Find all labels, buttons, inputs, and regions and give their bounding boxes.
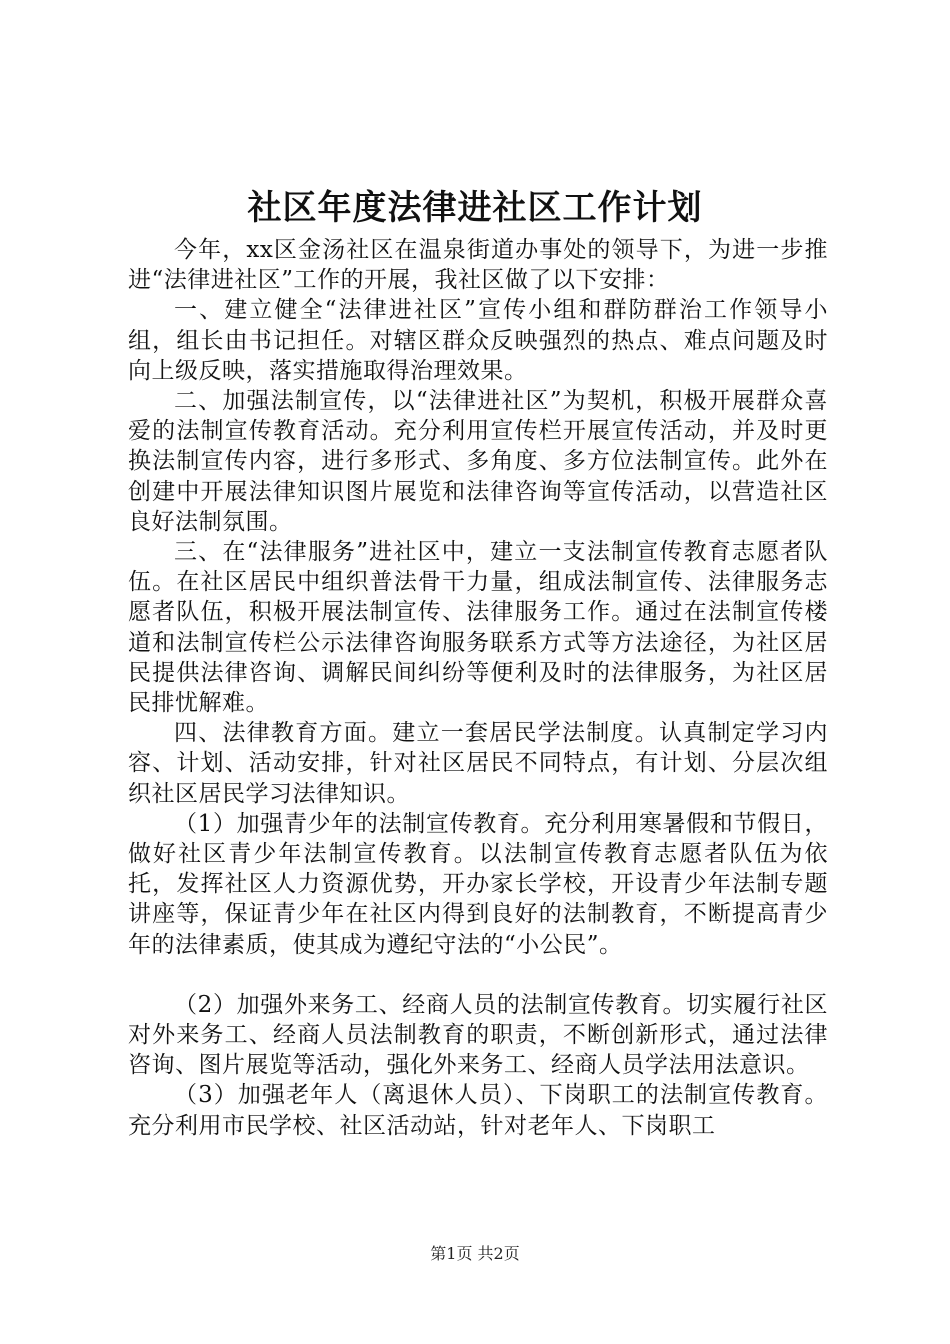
- document-body: [128, 235, 828, 1141]
- paragraph-section-4: 四、法律教育方面。建立一套居民学法制度。认真制定学习内容、计划、活动安排，针对社区居民不同特点，有计划、分层次组织社区居民学习法律知识。: [128, 720, 828, 807]
- document-title: 社区年度法律进社区工作计划: [247, 188, 703, 228]
- paragraph-section-3: 三、在“法律服务”进社区中，建立一支法制宣传教育志愿者队伍。在社区居民中组织普法骨干力量，组成法制宣传、法律服务志愿者队伍，积极开展法制宣传、法律服务工作。通过在法制宣传楼道和法制宣传栏公示法律咨询服务联系方式等方法途径，为社区居民提供法律咨询、调解民间纠纷等便利及时的法律服务，为社区居民排忧解难。: [128, 539, 828, 717]
- paragraph-intro: 今年，xx区金汤社区在温泉街道办事处的领导下，为进一步推进“法律进社区”工作的开展，我社区做了以下安排：: [128, 237, 828, 294]
- paragraph-item-2: （2）加强外来务工、经商人员的法制宣传教育。切实履行社区对外来务工、经商人员法制教育的职责，不断创新形式，通过法律咨询、图片展览等活动，强化外来务工、经商人员学法用法意识。: [128, 991, 828, 1079]
- paragraph-section-1: 一、建立健全“法律进社区”宣传小组和群防群治工作领导小组，组长由书记担任。对辖区群众反映强烈的热点、难点问题及时向上级反映，落实措施取得治理效果。: [128, 297, 828, 384]
- paragraph-item-3: （3）加强老年人（离退休人员）、下岗职工的法制宣传教育。充分利用市民学校、社区活动站，针对老年人、下岗职工: [128, 1082, 828, 1139]
- paragraph-item-1: （1）加强青少年的法制宣传教育。充分利用寒暑假和节假日，做好社区青少年法制宣传教育。以法制宣传教育志愿者队伍为依托，发挥社区人力资源优势，开办家长学校，开设青少年法制专题讲座等，保证青少年在社区内得到良好的法制教育，不断提高青少年的法律素质，使其成为遵纪守法的“小公民”。: [128, 810, 828, 958]
- page-number-footer: 第1页 共2页: [430, 1244, 520, 1263]
- paragraph-section-2: 二、加强法制宣传，以“法律进社区”为契机，积极开展群众喜爱的法制宣传教育活动。充分利用宣传栏开展宣传活动，并及时更换法制宣传内容，进行多形式、多角度、多方位法制宣传。此外在创建中开展法律知识图片展览和法律咨询等宣传活动，以营造社区良好法制氛围。: [128, 388, 828, 535]
